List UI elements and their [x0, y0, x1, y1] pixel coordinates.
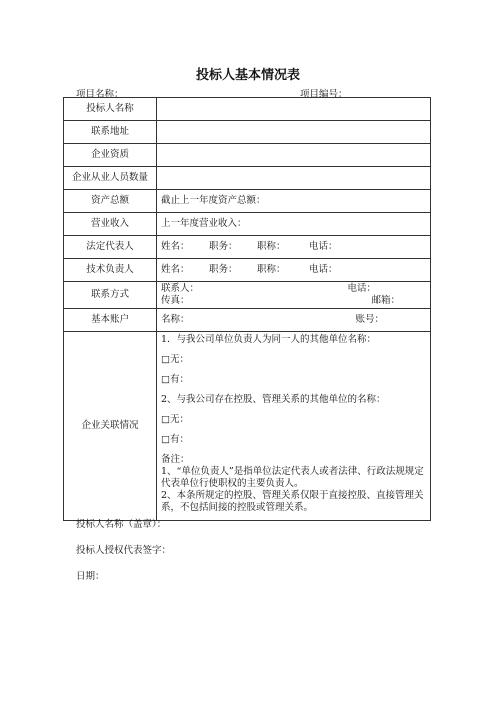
table-row	[64, 213, 431, 236]
total-assets-field[interactable]: 截止上一年度资产总额：	[157, 190, 431, 213]
table-row	[64, 309, 431, 332]
staff-count-field[interactable]	[157, 167, 431, 190]
date-line: 日期：	[76, 571, 105, 582]
signature-line: 投标人授权代表签字：	[76, 545, 172, 556]
tech-lead-label: 技术负责人	[64, 259, 157, 282]
table-row	[64, 121, 431, 144]
table-row	[64, 98, 431, 121]
note-1: 1、“单位负责人”是指单位法定代表人或者法律、行政法规规定代表单位行使职权的主要负责人。	[161, 466, 424, 489]
q2-has-checkbox[interactable]: □有：	[161, 434, 189, 445]
table-row	[64, 236, 431, 259]
revenue-field[interactable]: 上一年度营业收入：	[157, 213, 431, 236]
q1-none-checkbox[interactable]: □无：	[161, 354, 189, 365]
phone-label: 电话：	[309, 264, 338, 275]
position-label: 职务：	[209, 241, 238, 252]
revenue-label: 营业收入	[64, 213, 157, 236]
title-label: 职称：	[257, 241, 286, 252]
project-number-label: 项目编号：	[300, 89, 348, 100]
table-row	[64, 167, 431, 190]
account-field[interactable]	[157, 309, 431, 332]
staff-count-label: 企业从业人员数量	[64, 167, 157, 190]
bidder-info-table	[63, 97, 431, 521]
note-2: 2、本条所规定的控股、管理关系仅限于直接控股、直接管理关系，不包括间接的控股或管理关系。	[161, 490, 424, 513]
contact-label: 联系方式	[64, 282, 157, 309]
phone-label: 电话：	[309, 241, 338, 252]
table-row	[64, 332, 431, 521]
bidder-name-label: 投标人名称	[64, 98, 157, 121]
contact-person-label: 联系人：	[161, 283, 200, 294]
contact-phone-label: 电话：	[347, 283, 376, 294]
email-label: 邮箱：	[371, 295, 400, 306]
address-field[interactable]	[157, 121, 431, 144]
address-label: 联系地址	[64, 121, 157, 144]
q2-none-checkbox[interactable]: □无：	[161, 414, 189, 425]
account-number-label: 账号：	[355, 314, 384, 325]
q1-has-checkbox[interactable]: □有：	[161, 374, 189, 385]
legal-rep-field[interactable]	[157, 236, 431, 259]
page-title: 投标人基本情况表	[195, 68, 300, 83]
name-label: 姓名：	[161, 241, 190, 252]
seal-line: 投标人名称（盖章）：	[76, 519, 167, 530]
contact-field[interactable]	[157, 282, 431, 309]
fax-label: 传真：	[161, 295, 190, 306]
table-row	[64, 190, 431, 213]
qualification-label: 企业资质	[64, 144, 157, 167]
tech-lead-field[interactable]	[157, 259, 431, 282]
qualification-field[interactable]	[157, 144, 431, 167]
relations-label: 企业关联情况	[64, 332, 157, 521]
relations-question-2: 2、与我公司存在控股、管理关系的其他单位的名称：	[161, 394, 386, 405]
position-label: 职务：	[209, 264, 238, 275]
table-row	[64, 259, 431, 282]
legal-rep-label: 法定代表人	[64, 236, 157, 259]
note-label: 备注：	[161, 454, 190, 465]
project-name-label: 项目名称：	[76, 89, 124, 100]
title-label: 职称：	[257, 264, 286, 275]
account-label: 基本账户	[64, 309, 157, 332]
name-label: 姓名：	[161, 264, 190, 275]
table-row	[64, 282, 431, 309]
total-assets-label: 资产总额	[64, 190, 157, 213]
table-row	[64, 144, 431, 167]
bidder-name-field[interactable]	[157, 98, 431, 121]
relations-field[interactable]	[157, 332, 431, 521]
account-name-label: 名称：	[161, 314, 190, 325]
relations-question-1: 1．与我公司单位负责人为同一人的其他单位名称：	[161, 334, 377, 345]
